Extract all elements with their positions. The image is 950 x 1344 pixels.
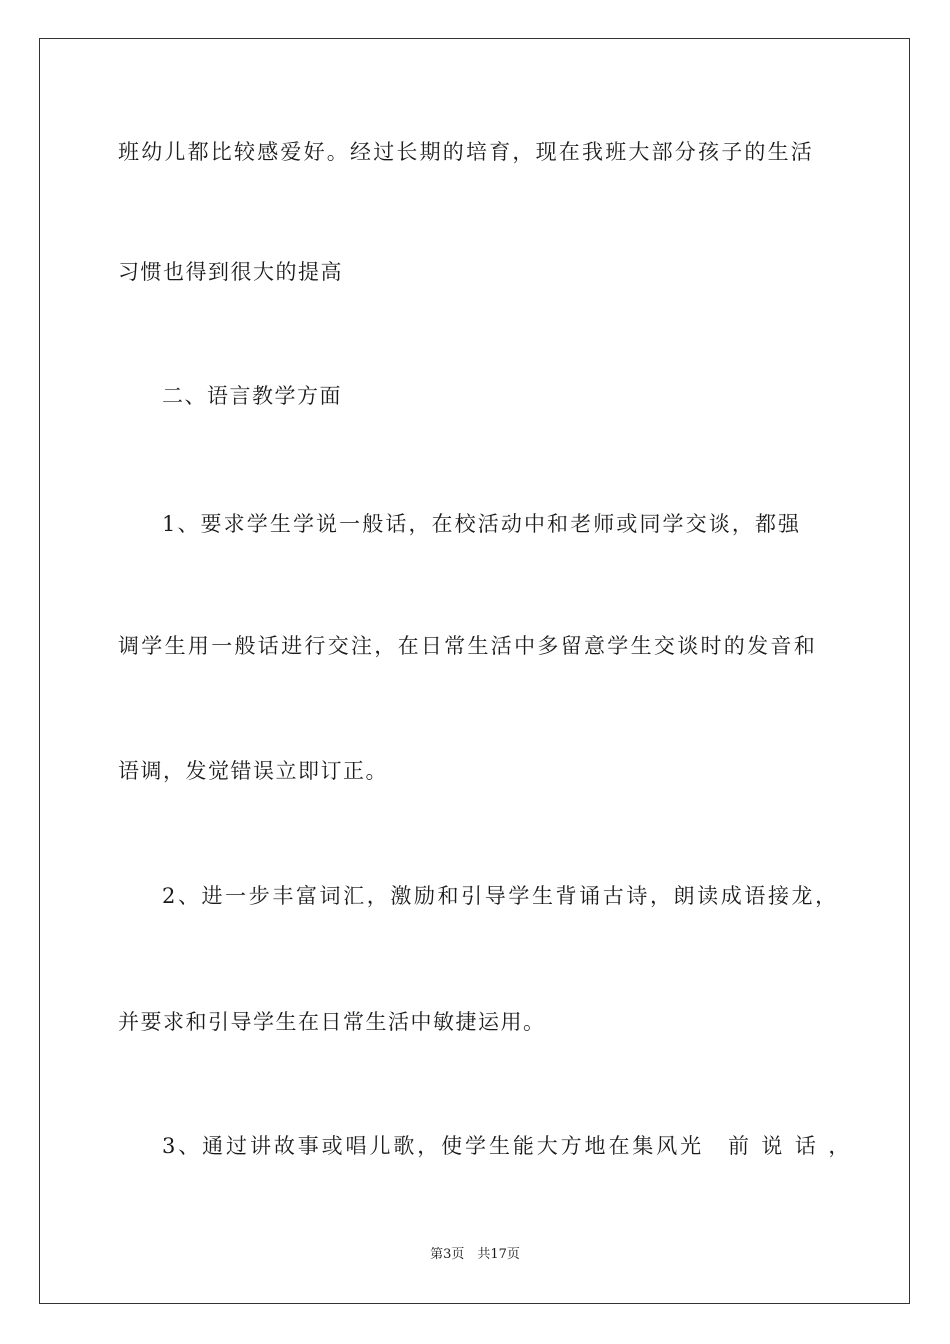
body-text-line: 语调，发觉错误立即订正。: [118, 759, 388, 783]
body-text-line: 1、要求学生学说一般话，在校活动中和老师或同学交谈，都强: [162, 512, 802, 536]
page-frame: [39, 38, 910, 1304]
body-text-line: 3、通过讲故事或唱儿歌，使学生能大方地在集风光 前 说 话 ，: [162, 1134, 853, 1158]
body-text-line: 调学生用一般话进行交注，在日常生活中多留意学生交谈时的发音和: [118, 634, 817, 658]
section-heading: 二、语言教学方面: [162, 384, 342, 408]
body-text-line: 2、进一步丰富词汇，激励和引导学生背诵古诗，朗读成语接龙，: [162, 884, 839, 908]
body-text-line: 并要求和引导学生在日常生活中敏捷运用。: [118, 1010, 546, 1034]
body-text-line: 习惯也得到很大的提高: [118, 260, 343, 284]
body-text-line: 班幼儿都比较感爱好。经过长期的培育，现在我班大部分孩子的生活: [118, 140, 814, 164]
page-number-footer: 第3页 共17页: [430, 1247, 520, 1262]
